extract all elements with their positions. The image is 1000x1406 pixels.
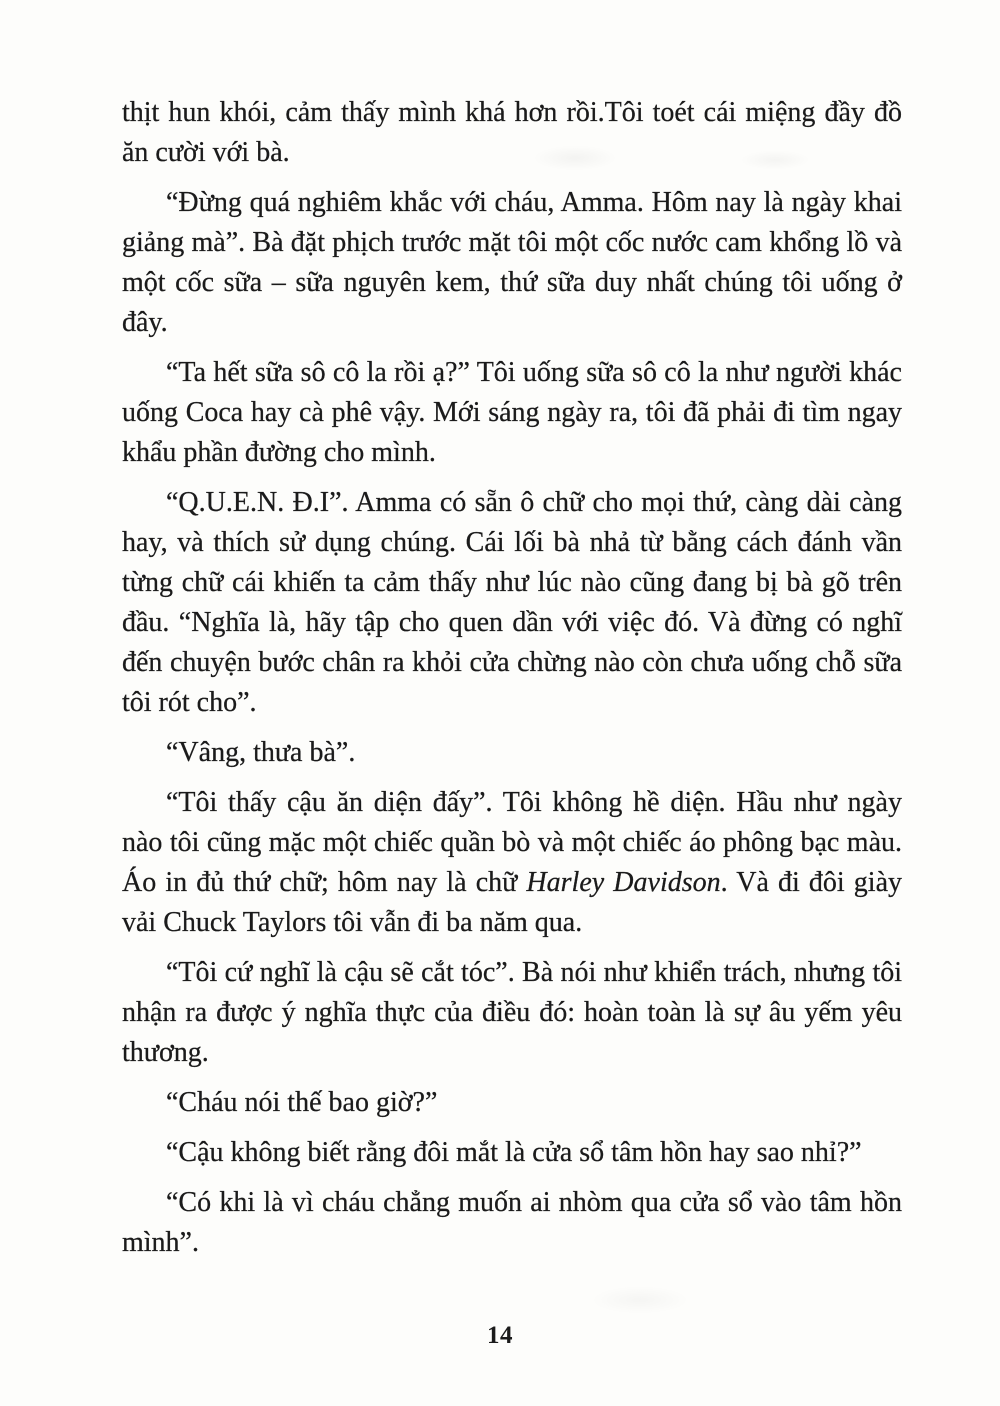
- paragraph: [122, 183, 902, 343]
- paragraph: [122, 93, 902, 173]
- text-segment: “Đừng quá nghiêm khắc với cháu, Amma. Hôm nay là ngày khai giảng mà”. Bà đặt phịch trước mặt tôi một cốc nước cam khổng lồ và một cốc sữa – sữa nguyên kem, thứ sữa duy nhất chúng tôi uống ở đây.: [122, 187, 902, 338]
- paragraph: [122, 783, 902, 943]
- paragraph: [122, 733, 902, 773]
- text-segment: “Vâng, thưa bà”.: [166, 737, 356, 768]
- paragraph: [122, 1083, 902, 1123]
- italic-text-segment: Harley Davidson: [526, 867, 721, 898]
- text-segment: “Cậu không biết rằng đôi mắt là cửa sổ tâm hồn hay sao nhỉ?”: [166, 1137, 862, 1168]
- paragraph: [122, 1183, 902, 1263]
- text-segment: “Tôi cứ nghĩ là cậu sẽ cắt tóc”. Bà nói như khiển trách, nhưng tôi nhận ra được ý nghĩa thực của điều đó: hoàn toàn là sự âu yếm yêu thương.: [122, 957, 902, 1068]
- text-segment: . Và đi đôi giày vải Chuck Taylors tôi vẫn đi ba năm qua.: [122, 867, 903, 938]
- text-segment: “Q.U.E.N. Đ.I”. Amma có sẵn ô chữ cho mọi thứ, càng dài càng hay, và thích sử dụng chúng. Cái lối bà nhả từ bằng cách đánh vần từng chữ cái khiến ta cảm thấy như lúc nào cũng đang bị bà gõ trên đầu. “Nghĩa là, hãy tập cho quen dần với việc đó. Và đừng có nghĩ đến chuyện bước chân ra khỏi cửa chừng nào còn chưa uống chỗ sữa tôi rót cho”.: [122, 487, 902, 718]
- text-segment: “Ta hết sữa sô cô la rồi ạ?” Tôi uống sữa sô cô la như người khác uống Coca hay cà phê vậy. Mới sáng ngày ra, tôi đã phải đi tìm ngay khẩu phần đường cho mình.: [122, 357, 902, 468]
- paragraph: [122, 953, 902, 1073]
- text-segment: “Tôi thấy cậu ăn diện đấy”. Tôi không hề diện. Hầu như ngày nào tôi cũng mặc một chiếc quần bò và một chiếc áo phông bạc màu. Áo in đủ thứ chữ; hôm nay là chữ: [122, 787, 902, 898]
- text-segment: thịt hun khói, cảm thấy mình khá hơn rồi.Tôi toét cái miệng đầy đồ ăn cười với bà.: [122, 97, 902, 168]
- text-segment: “Có khi là vì cháu chẳng muốn ai nhòm qua cửa sổ vào tâm hồn mình”.: [122, 1187, 902, 1258]
- paragraph: [122, 353, 902, 473]
- paragraph: [122, 483, 902, 723]
- paragraph: [122, 1133, 902, 1173]
- page-number: 14: [487, 1322, 513, 1349]
- text-block: [122, 93, 902, 1273]
- text-segment: “Cháu nói thế bao giờ?”: [166, 1087, 438, 1118]
